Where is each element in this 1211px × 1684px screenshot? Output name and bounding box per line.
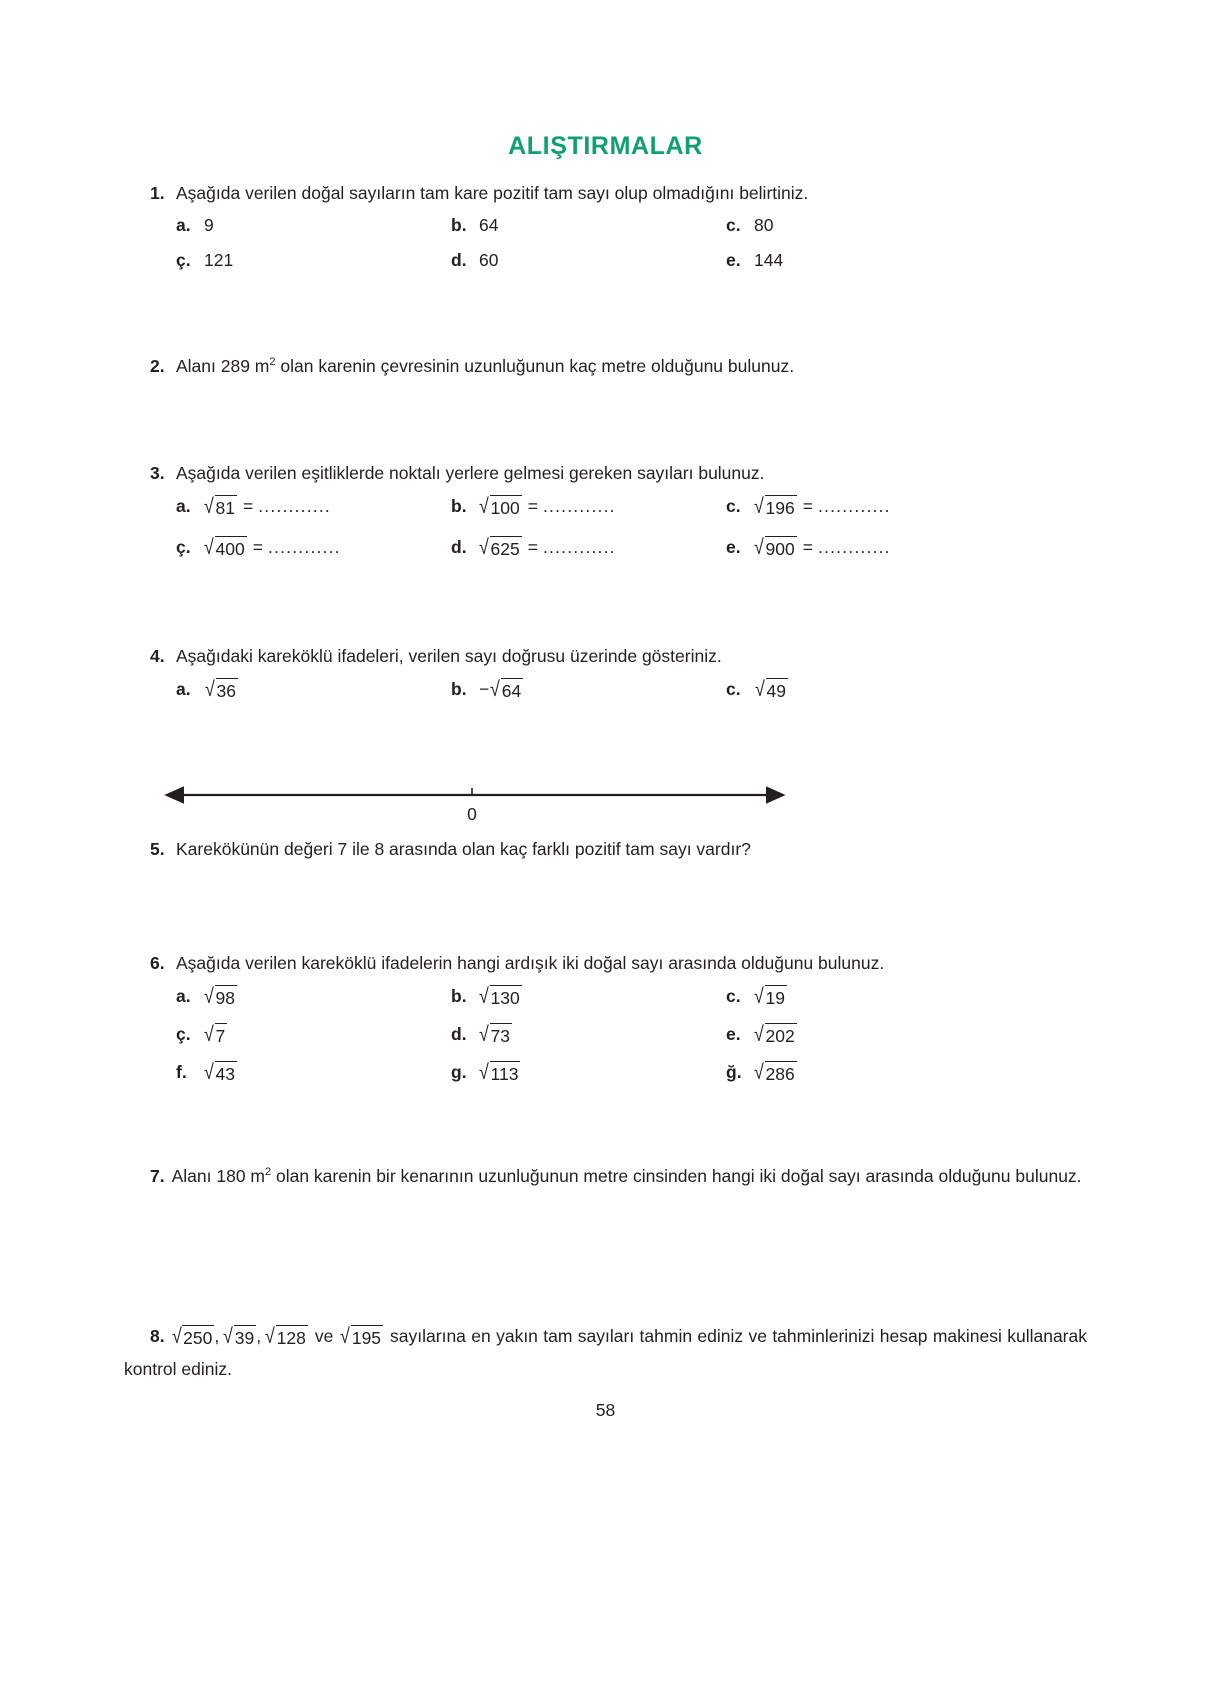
exercise-1-number: 1. — [150, 183, 165, 203]
exercise-7-prompt-after: olan karenin bir kenarının uzunluğunun metre cinsinden hangi iki doğal sayı arasında olduğunu bulunuz. — [271, 1166, 1082, 1186]
conjunction: ve — [314, 1326, 334, 1346]
exercise-6-options — [176, 985, 1080, 1084]
radical-sign: √ — [205, 677, 215, 701]
exercise-8-prompt-after: sayılarına en yakın tam sayıları tahmin ediniz ve tahminlerinizi hesap makinesi kullanarak kontrol ediniz. — [124, 1326, 1087, 1380]
option-g-breve — [726, 1061, 1001, 1084]
option-d-label: d. — [451, 1023, 467, 1044]
option-g — [451, 1061, 726, 1084]
radicand: 113 — [490, 1061, 521, 1084]
radical-sign: √ — [754, 1060, 764, 1084]
answer-blank[interactable]: ............ — [542, 536, 616, 557]
radical-sign: √ — [265, 1325, 275, 1348]
exercise-2-prompt-before: Alanı 289 m — [176, 356, 270, 376]
radicand: 400 — [215, 536, 247, 559]
option-b — [451, 215, 726, 236]
radicand: 196 — [765, 495, 797, 518]
exercise-7 — [124, 1160, 1087, 1193]
option-e — [726, 536, 1001, 559]
sqrt-icon — [340, 1325, 383, 1348]
radicand: 195 — [351, 1325, 383, 1348]
option-g-label: g. — [451, 1061, 467, 1082]
equals-sign: = — [802, 536, 813, 557]
exercise-4 — [150, 645, 1080, 701]
option-c-label: c. — [726, 495, 741, 516]
sqrt-icon — [265, 1325, 308, 1348]
radical-sign: √ — [204, 494, 214, 518]
answer-blank[interactable]: ............ — [817, 495, 891, 516]
exercise-8 — [124, 1320, 1087, 1387]
radicand: 64 — [501, 678, 523, 701]
exercise-2-superscript: 2 — [269, 356, 276, 369]
option-d-label: d. — [451, 536, 467, 557]
radical-sign: √ — [479, 1060, 489, 1084]
option-e — [726, 250, 1001, 271]
option-c-cedilla-label: ç. — [176, 536, 191, 557]
option-g-breve-label: ğ. — [726, 1061, 742, 1082]
option-b-label: b. — [451, 214, 467, 235]
radical-sign: √ — [479, 494, 489, 518]
radical-sign: √ — [754, 494, 764, 518]
exercise-2 — [150, 355, 1080, 379]
radical-sign: √ — [754, 535, 764, 559]
option-a — [176, 215, 451, 236]
exercise-1-options — [176, 215, 1080, 271]
radical-sign: √ — [754, 984, 764, 1008]
sqrt-icon — [479, 536, 522, 559]
exercise-6 — [150, 952, 1080, 1084]
sqrt-icon — [754, 985, 787, 1008]
radical-sign: √ — [479, 1022, 489, 1046]
option-c — [726, 495, 1001, 518]
option-f — [176, 1061, 451, 1084]
option-d-label: d. — [451, 249, 467, 270]
radical-sign: √ — [490, 677, 501, 701]
option-e-label: e. — [726, 249, 741, 270]
number-line — [150, 775, 850, 835]
radicand: 36 — [216, 678, 238, 701]
answer-blank[interactable]: ............ — [817, 536, 891, 557]
option-e-label: e. — [726, 536, 741, 557]
option-e-label: e. — [726, 1023, 741, 1044]
exercise-2-prompt-after: olan karenin çevresinin uzunluğunun kaç metre olduğunu bulunuz. — [275, 356, 795, 376]
exercise-4-number: 4. — [150, 646, 165, 666]
sqrt-icon — [754, 495, 797, 518]
page-title: ALIŞTIRMALAR — [508, 132, 703, 160]
exercise-3 — [150, 462, 1080, 559]
exercise-7-prompt-before: Alanı 180 m — [171, 1166, 265, 1186]
option-c-label: c. — [726, 985, 741, 1006]
radicand: 43 — [215, 1061, 237, 1084]
equals-sign: = — [527, 536, 538, 557]
option-c-expression — [754, 678, 788, 701]
option-c-cedilla-label: ç. — [176, 249, 191, 270]
radicand: 73 — [490, 1023, 512, 1046]
option-b — [451, 678, 726, 701]
sqrt-icon — [223, 1325, 256, 1348]
minus-sign: − — [479, 678, 490, 699]
radicand: 202 — [765, 1023, 797, 1046]
option-c — [726, 985, 1001, 1008]
number-line-svg — [150, 775, 850, 835]
option-a-expression — [204, 678, 238, 701]
option-c-label: c. — [726, 678, 741, 699]
option-a — [176, 678, 451, 701]
radicand: 286 — [765, 1061, 797, 1084]
option-b-value: 64 — [479, 214, 499, 235]
radical-sign: √ — [223, 1325, 234, 1348]
answer-blank[interactable]: ............ — [258, 495, 331, 516]
sqrt-icon — [755, 678, 788, 701]
radicand: 81 — [215, 495, 237, 518]
option-b-label: b. — [451, 495, 467, 516]
sqrt-icon — [754, 1023, 797, 1046]
radical-sign: √ — [755, 677, 765, 701]
radical-sign: √ — [204, 535, 214, 559]
option-c-cedilla — [176, 536, 451, 559]
radicand: 130 — [490, 985, 522, 1008]
option-c-cedilla-value: 121 — [204, 249, 234, 270]
sqrt-icon — [204, 495, 237, 518]
radicand: 900 — [765, 536, 797, 559]
answer-blank[interactable]: ............ — [542, 495, 616, 516]
radical-sign: √ — [479, 984, 489, 1008]
equals-sign: = — [252, 536, 263, 557]
sqrt-icon — [479, 1061, 520, 1084]
exercise-3-prompt: Aşağıda verilen eşitliklerde noktalı yerlere gelmesi gereken sayıları bulunuz. — [176, 463, 765, 483]
radical-sign: √ — [479, 535, 489, 559]
exercise-6-number: 6. — [150, 953, 165, 973]
option-d — [451, 1023, 726, 1046]
exercise-5-number: 5. — [150, 839, 165, 859]
exercise-7-number: 7. — [150, 1166, 165, 1186]
separator-1: , — [214, 1326, 220, 1346]
exercise-3-options — [176, 495, 1080, 559]
sqrt-icon — [479, 1023, 512, 1046]
option-c-cedilla — [176, 1023, 451, 1046]
sqrt-icon — [172, 1325, 215, 1348]
option-a-value: 9 — [204, 214, 214, 235]
radical-sign: √ — [204, 1022, 214, 1046]
option-a — [176, 495, 451, 518]
radical-sign: √ — [204, 1060, 214, 1084]
radicand: 39 — [234, 1325, 256, 1348]
option-e-value: 144 — [754, 249, 784, 270]
option-b — [451, 495, 726, 518]
exercise-6-prompt: Aşağıda verilen kareköklü ifadelerin hangi ardışık iki doğal sayı arasında olduğunu bulunuz. — [176, 953, 885, 973]
radical-sign: √ — [171, 1325, 182, 1348]
radical-sign: √ — [204, 984, 214, 1008]
option-b — [451, 985, 726, 1008]
radicand: 7 — [215, 1023, 228, 1046]
option-e — [726, 1023, 1001, 1046]
exercise-2-question — [150, 355, 1080, 379]
page-number: 58 — [595, 1400, 616, 1420]
option-b-label: b. — [451, 985, 467, 1006]
sqrt-icon — [204, 1061, 237, 1084]
origin-label: 0 — [467, 804, 477, 824]
option-d-value: 60 — [479, 249, 499, 270]
equals-sign: = — [802, 495, 813, 516]
sqrt-icon — [754, 1061, 797, 1084]
radicand: 128 — [276, 1325, 308, 1348]
radicand: 625 — [490, 536, 522, 559]
exercise-1-prompt: Aşağıda verilen doğal sayıların tam kare pozitif tam sayı olup olmadığını belirtiniz. — [176, 183, 809, 203]
option-c — [726, 215, 1001, 236]
option-b-label: b. — [451, 678, 467, 699]
sqrt-icon — [754, 536, 797, 559]
sqrt-icon — [479, 495, 522, 518]
exercise-2-number: 2. — [150, 356, 165, 376]
radicand: 49 — [766, 678, 788, 701]
sqrt-icon — [479, 985, 522, 1008]
option-d — [451, 250, 726, 271]
exercise-2-prompt — [176, 355, 1080, 379]
exercise-5 — [150, 838, 1080, 862]
option-d — [451, 536, 726, 559]
exercise-3-question — [150, 462, 1080, 486]
radical-sign: √ — [340, 1325, 351, 1348]
option-a-label: a. — [176, 985, 191, 1006]
option-b-expression — [479, 678, 523, 701]
sqrt-icon — [204, 985, 237, 1008]
option-c — [726, 678, 1001, 701]
exercise-3-number: 3. — [150, 463, 165, 483]
exercise-6-question — [150, 952, 1080, 976]
exercise-1 — [150, 182, 1080, 271]
exercise-4-prompt: Aşağıdaki kareköklü ifadeleri, verilen sayı doğrusu üzerinde gösteriniz. — [176, 646, 722, 666]
option-c-value: 80 — [754, 214, 774, 235]
equals-sign: = — [243, 495, 254, 516]
exercise-4-options — [176, 678, 1080, 701]
equals-sign: = — [527, 495, 538, 516]
exercise-1-question — [150, 182, 1080, 206]
option-c-cedilla — [176, 250, 451, 271]
sqrt-icon — [204, 1023, 227, 1046]
answer-blank[interactable]: ............ — [267, 536, 341, 557]
radicand: 19 — [765, 985, 787, 1008]
radicand: 100 — [490, 495, 522, 518]
option-a-label: a. — [176, 214, 191, 235]
radicand: 98 — [215, 985, 237, 1008]
sqrt-icon — [204, 536, 247, 559]
separator-2: , — [256, 1326, 262, 1346]
option-a — [176, 985, 451, 1008]
exercise-5-question — [150, 838, 1080, 862]
exercise-5-prompt: Karekökünün değeri 7 ile 8 arasında olan kaç farklı pozitif tam sayı vardır? — [176, 839, 751, 859]
option-f-label: f. — [176, 1061, 187, 1082]
exercise-7-superscript: 2 — [265, 1166, 272, 1179]
exercise-8-number: 8. — [150, 1326, 165, 1346]
radical-sign: √ — [754, 1022, 764, 1046]
option-a-label: a. — [176, 495, 191, 516]
option-a-label: a. — [176, 678, 191, 699]
exercise-4-question — [150, 645, 1080, 669]
radicand: 250 — [182, 1325, 214, 1348]
sqrt-icon — [205, 678, 238, 701]
option-c-cedilla-label: ç. — [176, 1023, 191, 1044]
option-c-label: c. — [726, 214, 741, 235]
sqrt-icon — [490, 678, 523, 701]
